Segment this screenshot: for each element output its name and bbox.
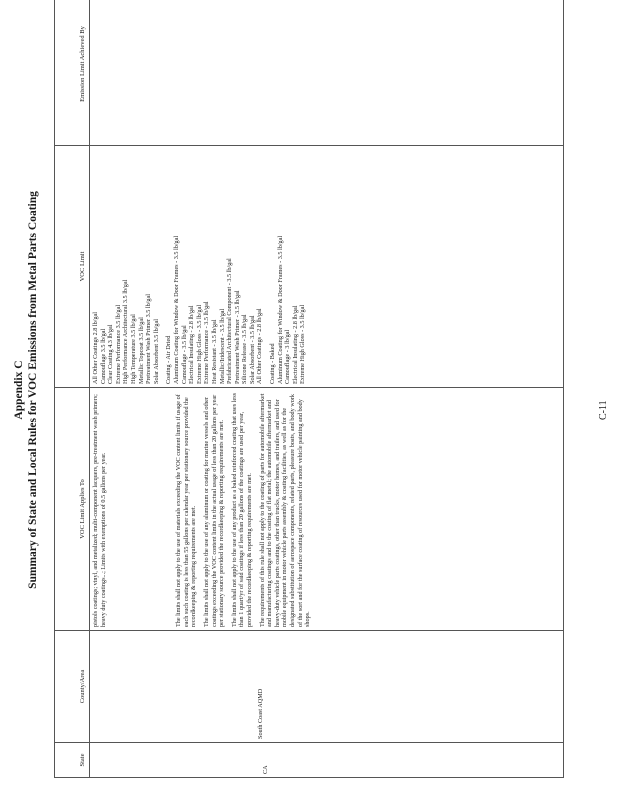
county-value: South Coast AQMD	[257, 688, 264, 739]
page-number: C-11	[598, 400, 609, 420]
limit-group	[92, 149, 160, 384]
limit-line: Extreme High Gloss - 3.5 lb/gal	[195, 304, 203, 384]
limit-line: Camouflage 3.5 lb/gal	[99, 328, 107, 384]
limit-line: Electrical Insulating - 2.8 lb/gal	[188, 305, 196, 384]
limit-line: Extreme Performance - 3.5 lb/gal	[203, 301, 211, 384]
limit-line: Solar Absorbent - 3.5 lb/gal	[248, 315, 256, 384]
table-row	[90, 0, 564, 778]
title-block	[12, 130, 40, 650]
limit-line: Pretreatment Wash Primer - 3.5 lb/gal	[233, 290, 241, 384]
limit-line: Aluminum Coating for Window & Door Frames - 3.5 lb/gal	[172, 235, 180, 384]
cell-applies	[90, 388, 564, 631]
col-header-county: County/Area	[55, 631, 90, 743]
limit-line: Solar Absorbent 3.5 lb/gal	[152, 319, 160, 384]
table-header-row	[55, 0, 90, 778]
state-value: CA	[262, 765, 269, 774]
limit-line: All Other Coatings - 2.8 lb/gal	[256, 308, 264, 384]
limit-line: Metallic Topcoat 3.5 lb/gal	[137, 317, 145, 384]
limit-group	[269, 149, 307, 384]
col-header-achieved: Emission Limit Achieved By	[55, 0, 90, 146]
cell-achieved	[90, 0, 564, 146]
limit-line: Pretreatment Wash Primer 3.5 lb/gal	[145, 294, 153, 384]
applies-text: The requirements of this rule shall not apply to the coating of parts for automobile aftermarket and manufacturing coatings and to the coating of flat metal; the automobile aftermarket and heavy-duty vehicle parts coatings, other than trucks, motor homes, and trailers, and used for mobile equipment in motor vehicle parts assembly & coating facilities, as well as for the designated substitution of aerospace components, related parts, pleasure boats, and body work of the sort and for the surface coating of resources used for motor vehicle painting and body shops.	[258, 393, 312, 627]
limit-line: Camouflage - 3 lb/gal	[284, 329, 292, 384]
col-header-limit: VOC Limit	[55, 146, 90, 388]
appendix-label: Appendix C	[13, 360, 25, 420]
rules-table	[54, 0, 564, 778]
limit-line: Heat Resistant - 3.5 lb/gal	[210, 319, 218, 384]
applies-text: The limits shall not apply to the use of any product as a baked reinforced coating that uses less than 1 quart/yr of said coatings if less than 20 gallons of the coatings are used per year, provided the recordkeeping & reporting requirements are met.	[230, 392, 253, 627]
limit-line: High Temperature 3.5 lb/gal	[129, 314, 137, 384]
limit-line: Coating - Baked	[269, 343, 277, 384]
limit-line: Aluminum Coating for Window & Door Frames - 3.5 lb/gal	[276, 235, 284, 384]
limit-line: Coating - Air Dried	[165, 335, 173, 384]
limit-line: Extreme Performance 3.5 lb/gal	[114, 304, 122, 384]
limit-line: Silicone Release - 3.5 lb/gal	[241, 314, 249, 384]
page-title: Summary of State and Local Rules for VOC Emissions from Metal Parts Coating	[27, 191, 39, 589]
applies-text: pistols coatings; vinyl, and metalized; multi-component lacquers, pre-treatment wash primers; heavy duty coatings...; Limits with exemptions of 0.5 gallons per year.	[92, 394, 107, 627]
limit-line: High Performance Architectural 3.5 lb/gal	[122, 279, 130, 384]
limit-line: Camouflage - 3.5 lb/gal	[180, 325, 188, 384]
cell-county	[90, 631, 564, 743]
limit-line: Metallic/Iridescent - 3.5 lb/gal	[218, 308, 226, 384]
limit-line: Prefabricated Architectural Component - 3.5 lb/gal	[226, 258, 234, 384]
limit-line: Extreme High Gloss - 3.5 lb/gal	[299, 304, 307, 384]
col-header-applies: VOC Limit Applies To	[55, 388, 90, 631]
col-header-state: State	[55, 743, 90, 778]
limit-group	[165, 149, 264, 384]
cell-state	[90, 743, 564, 778]
applies-text: The limits shall not apply to the use of materials exceeding the VOC content limits if usage of each such coating is less than 55 gallons per calendar year per stationary source provided the recordkeeping & reporting requirements are met.	[175, 394, 198, 627]
cell-limits	[90, 146, 564, 388]
limit-line: All Other Coatings 2.8 lb/gal	[92, 311, 99, 384]
limit-line: Clear Coating 4.3 lb/gal	[107, 324, 115, 384]
applies-text: The limits shall not apply to the use of any aluminum or coating for marine vessels and other coatings exceeding the VOC content limits in the actual usage of less than 20 gallons per year per stationary source provided the recordkeeping & reporting requirements are met.	[202, 394, 226, 627]
limit-line: Electrical Insulating - 2.8 lb/gal	[291, 305, 299, 384]
